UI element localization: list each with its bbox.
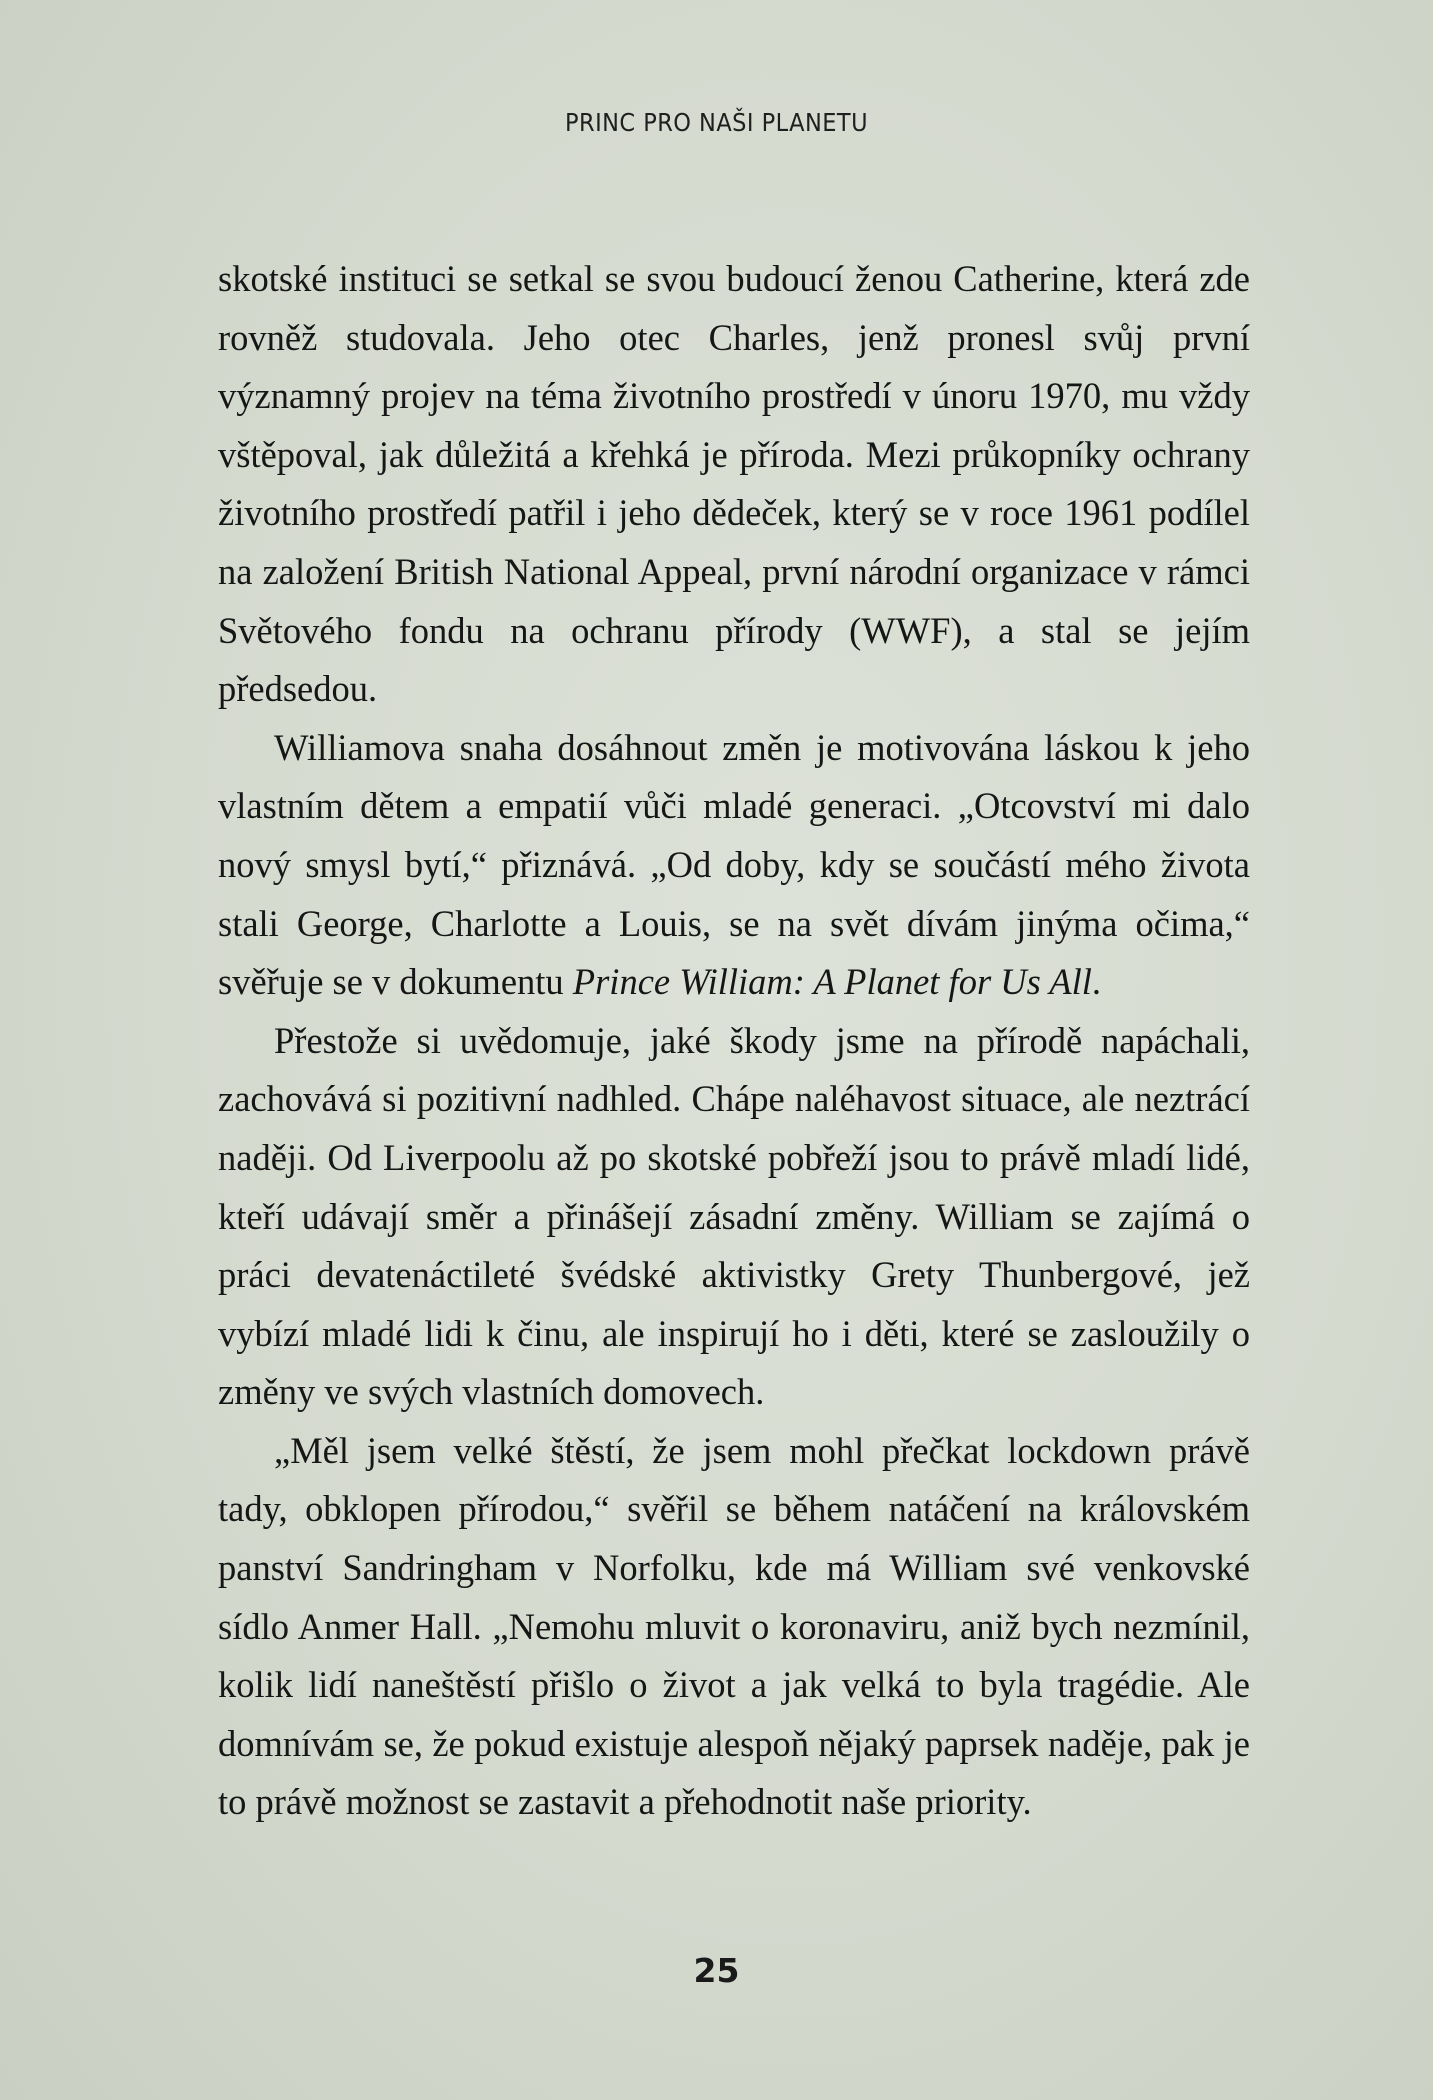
page-number: 25 xyxy=(693,1951,740,1990)
paragraph-4: „Měl jsem velké štěstí, že jsem mohl přečkat lockdown právě tady, obklopen přírodou,“ svěřil se během natáčení na královském panství Sandringham v Norfolku, kde má William své venkovské sídlo Anmer Hall. „Nemohu mluvit o koronaviru, aniž bych nezmínil, kolik lidí naneštěstí přišlo o život a jak velká to byla tragédie. Ale domnívám se, že pokud existuje alespoň nějaký paprsek naděje, pak je to právě možnost se zastavit a přehodnotit naše priority. xyxy=(218,1429,1250,1823)
paragraph-1: skotské instituci se setkal se svou budoucí ženou Catherine, která zde rovněž studovala. Jeho otec Charles, jenž pronesl svůj první významný projev na téma životního prostředí v únoru 1970, mu vždy vštěpoval, jak důležitá a křehká je příroda. Mezi průkopníky ochrany životního prostředí patřil i jeho dědeček, který se v roce 1961 podílel na založení British National Appeal, první národní organizace v rámci Světového fondu na ochranu přírody (WWF), a stal se jejím předsedou. xyxy=(218,258,1250,710)
paragraph-3: Přestože si uvědomuje, jaké škody jsme na přírodě napáchali, zachovává si pozitivní nadhled. Chápe naléhavost situace, ale neztrácí naději. Od Liverpoolu až po skotské pobřeží jsou to právě mladí lidé, kteří udávají směr a přinášejí zásadní změny. William se zajímá o práci devatenáctileté švédské aktivistky Grety Thunbergové, jež vybízí mladé lidi k činu, ale inspirují ho i děti, které se zasloužily o změny ve svých vlastních domovech. xyxy=(218,1019,1250,1413)
documentary-title: Prince William: A Planet for Us All xyxy=(572,961,1092,1003)
paragraph-2-text: Williamova snaha dosáhnout změn je motivována láskou k jeho vlastním dětem a empatií vůči mladé generaci. „Otcovství mi dalo nový smysl bytí,“ přiznává. „Od doby, kdy se součástí mého života stali George, Charlotte a Louis, se na svět dívám jinýma očima,“ svěřuje se v dokumentu xyxy=(218,726,1250,1003)
paragraph-2 xyxy=(218,719,1250,1012)
paragraph-2-end: . xyxy=(1091,961,1102,1003)
running-head: PRINC PRO NAŠI PLANETU xyxy=(564,108,869,137)
body-text xyxy=(218,250,1250,1832)
